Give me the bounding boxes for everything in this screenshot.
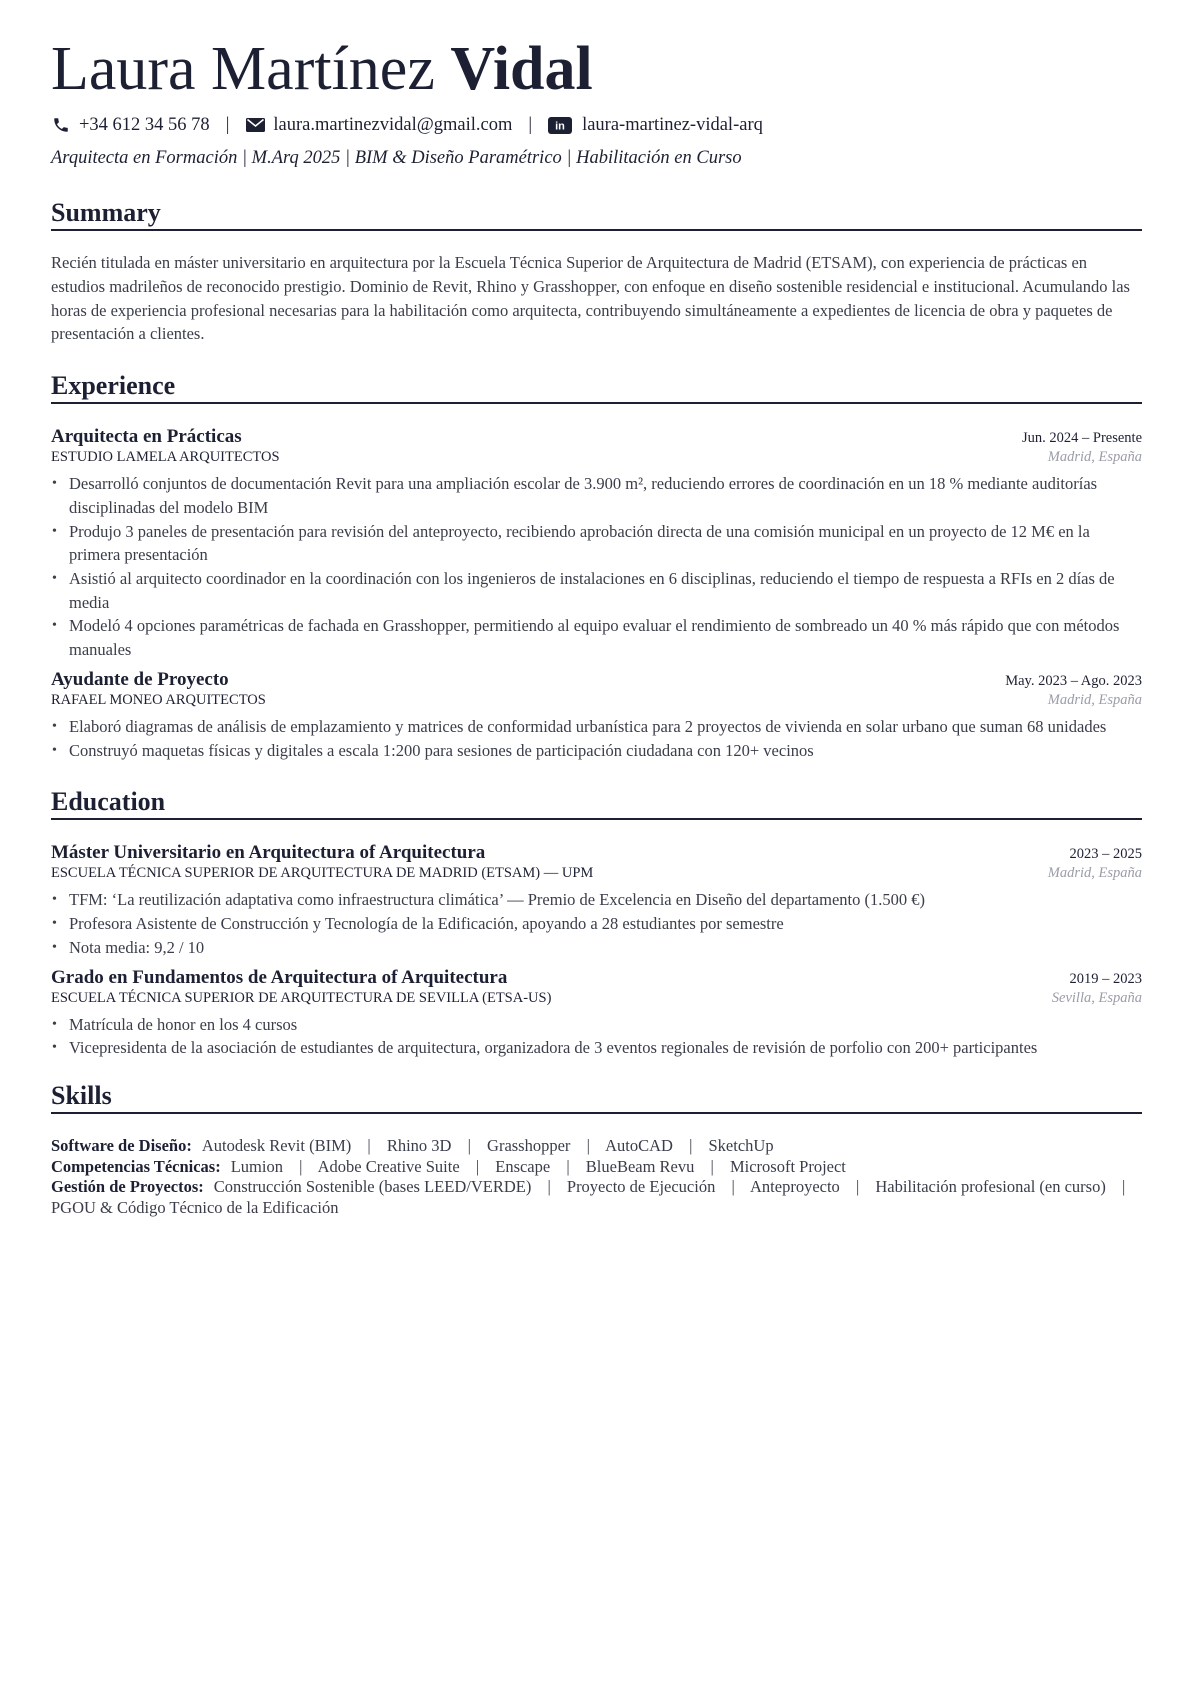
email-address: laura.martinezvidal@gmail.com xyxy=(273,114,513,135)
skill-item: Enscape xyxy=(495,1156,551,1176)
section-title-summary: Summary xyxy=(51,197,1142,231)
job-title: Arquitecta en Prácticas xyxy=(51,426,242,448)
envelope-icon xyxy=(245,116,265,134)
skill-separator: | xyxy=(1121,1177,1126,1197)
achievement-list xyxy=(51,715,1142,762)
experience-entry xyxy=(51,669,1142,762)
skill-separator: | xyxy=(855,1177,860,1197)
skill-item: PGOU & Código Técnico de la Edificación xyxy=(51,1197,339,1217)
education-detail-list xyxy=(51,1013,1142,1060)
job-dates: May. 2023 – Ago. 2023 xyxy=(1005,672,1142,689)
skill-row xyxy=(51,1136,1142,1157)
contact-linkedin[interactable] xyxy=(548,115,763,136)
skill-item: AutoCAD xyxy=(605,1136,673,1156)
skill-item: Proyecto de Ejecución xyxy=(566,1177,716,1197)
section-title-education: Education xyxy=(51,786,1142,820)
education-detail-item: • Nota media: 9,2 / 10 xyxy=(51,936,1142,960)
skill-item: Construcción Sostenible (bases LEED/VERDE) xyxy=(213,1177,532,1197)
skill-item: Rhino 3D xyxy=(386,1136,452,1156)
skill-item: BlueBeam Revu xyxy=(585,1156,695,1176)
skill-item: Adobe Creative Suite xyxy=(317,1156,460,1176)
skill-separator: | xyxy=(475,1156,480,1176)
achievement-item: • Construyó maquetas físicas y digitales a escala 1:200 para sesiones de participación ciudadana con 120+ vecinos xyxy=(51,739,1142,763)
achievement-item: • Asistió al arquitecto coordinador en la coordinación con los ingenieros de instalaciones en 6 disciplinas, reduciendo el tiempo de respuesta a RFIs en 2 días de media xyxy=(51,567,1142,614)
achievement-item: • Produjo 3 paneles de presentación para revisión del anteproyecto, recibiendo aprobación directa de una comisión municipal en un proyecto de 12 M€ en la primera presentación xyxy=(51,520,1142,567)
resume-page xyxy=(51,35,1142,1218)
education-detail-item: • TFM: ‘La reutilización adaptativa como infraestructura climática’ — Premio de Excelencia en Diseño del departamento (1.500 €) xyxy=(51,888,1142,912)
education-detail-list xyxy=(51,888,1142,959)
contact-separator: | xyxy=(528,114,533,135)
job-location: Madrid, España xyxy=(1047,691,1142,708)
education-entry xyxy=(51,842,1142,959)
skill-row xyxy=(51,1177,1142,1218)
job-location: Madrid, España xyxy=(1047,449,1142,466)
first-name: Laura Martínez xyxy=(51,35,435,103)
education-detail-item: • Vicepresidenta de la asociación de estudiantes de arquitectura, organizadora de 3 eventos regionales de revisión de porfolio con 200+ participantes xyxy=(51,1036,1142,1060)
job-title: Ayudante de Proyecto xyxy=(51,668,229,690)
achievement-item: • Modeló 4 opciones paramétricas de fachada en Grasshopper, permitiendo al equipo evaluar el rendimiento de sombreado un 40 % más rápido que con métodos manuales xyxy=(51,614,1142,661)
school-location: Sevilla, España xyxy=(1051,989,1142,1006)
candidate-name xyxy=(51,35,1142,108)
section-title-experience: Experience xyxy=(51,370,1142,404)
section-title-skills: Skills xyxy=(51,1080,1142,1114)
skill-separator: | xyxy=(367,1136,371,1156)
skill-category-label: Competencias Técnicas: xyxy=(51,1156,221,1176)
last-name: Vidal xyxy=(450,35,593,103)
degree-dates: 2023 – 2025 xyxy=(1069,846,1142,863)
employer-name: RAFAEL MONEO ARQUITECTOS xyxy=(51,691,266,708)
skill-item: SketchUp xyxy=(708,1136,774,1156)
linkedin-icon xyxy=(548,116,572,134)
skill-separator: | xyxy=(566,1156,570,1176)
phone-number: +34 612 34 56 78 xyxy=(79,114,210,135)
skill-item: Anteproyecto xyxy=(750,1177,840,1197)
skill-separator: | xyxy=(710,1156,714,1176)
job-dates: Jun. 2024 – Presente xyxy=(1021,430,1142,447)
education-detail-item: • Profesora Asistente de Construcción y Tecnología de la Edificación, apoyando a 28 estudiantes por semestre xyxy=(51,912,1142,936)
skill-item: Lumion xyxy=(230,1156,283,1176)
achievement-item: • Elaboró diagramas de análisis de emplazamiento y matrices de conformidad urbanística para 2 proyectos de vivienda en solar urbano que suman 68 unidades xyxy=(51,715,1142,739)
school-location: Madrid, España xyxy=(1047,865,1142,882)
skill-item: Grasshopper xyxy=(487,1136,571,1156)
school-name: ESCUELA TÉCNICA SUPERIOR DE ARQUITECTURA DE SEVILLA (ETSA-US) xyxy=(51,989,552,1006)
skills-block xyxy=(51,1136,1142,1218)
contact-email[interactable] xyxy=(245,115,512,136)
education-detail-item: • Matrícula de honor en los 4 cursos xyxy=(51,1013,1142,1037)
skill-item: Microsoft Project xyxy=(729,1156,846,1176)
skill-separator: | xyxy=(467,1136,471,1156)
skill-separator: | xyxy=(547,1177,551,1197)
skill-row xyxy=(51,1157,1142,1178)
achievement-list xyxy=(51,472,1142,662)
skill-item: Habilitación profesional (en curso) xyxy=(875,1177,1106,1197)
school-name: ESCUELA TÉCNICA SUPERIOR DE ARQUITECTURA DE MADRID (ETSAM) — UPM xyxy=(51,865,594,882)
headline-tagline: Arquitecta en Formación | M.Arq 2025 | BIM & Diseño Paramétrico | Habilitación en Curso xyxy=(51,148,742,168)
contact-phone[interactable] xyxy=(51,115,210,136)
phone-icon xyxy=(51,116,71,134)
degree-title: Grado en Fundamentos de Arquitectura of Arquitectura xyxy=(51,966,508,988)
skill-item: Autodesk Revit (BIM) xyxy=(201,1136,352,1156)
degree-dates: 2019 – 2023 xyxy=(1069,970,1142,987)
achievement-item: • Desarrolló conjuntos de documentación Revit para una ampliación escolar de 3.900 m², reduciendo errores de coordinación en un 18 % mediante auditorías disciplinadas del modelo BIM xyxy=(51,472,1142,519)
skill-category-label: Gestión de Proyectos: xyxy=(51,1177,204,1197)
skill-separator: | xyxy=(586,1136,590,1156)
contact-separator: | xyxy=(225,114,230,135)
experience-entry xyxy=(51,426,1142,662)
degree-title: Máster Universitario en Arquitectura of Arquitectura xyxy=(51,842,486,864)
education-entry xyxy=(51,967,1142,1060)
linkedin-badge-text: in xyxy=(555,120,565,132)
employer-name: ESTUDIO LAMELA ARQUITECTOS xyxy=(51,449,280,466)
skill-category-label: Software de Diseño: xyxy=(51,1136,192,1156)
skill-separator: | xyxy=(689,1136,693,1156)
summary-text: Recién titulada en máster universitario en arquitectura por la Escuela Técnica Superior de Arquitectura de Madrid (ETSAM), con experiencia de prácticas en estudios madrileños de reconocido prestigio. Dominio de Revit, Rhino y Grasshopper, con enfoque en diseño sostenible residencial e institucional. Acumulando las horas de experiencia profesional necesarias para la habilitación como arquitecta, contribuyendo simultáneamente a expedientes de licencia de obra y paquetes de presentación a clientes. xyxy=(51,253,1130,344)
skill-separator: | xyxy=(731,1177,735,1197)
contact-line xyxy=(51,112,1142,138)
linkedin-handle: laura-martinez-vidal-arq xyxy=(582,114,763,135)
skill-separator: | xyxy=(299,1156,303,1176)
